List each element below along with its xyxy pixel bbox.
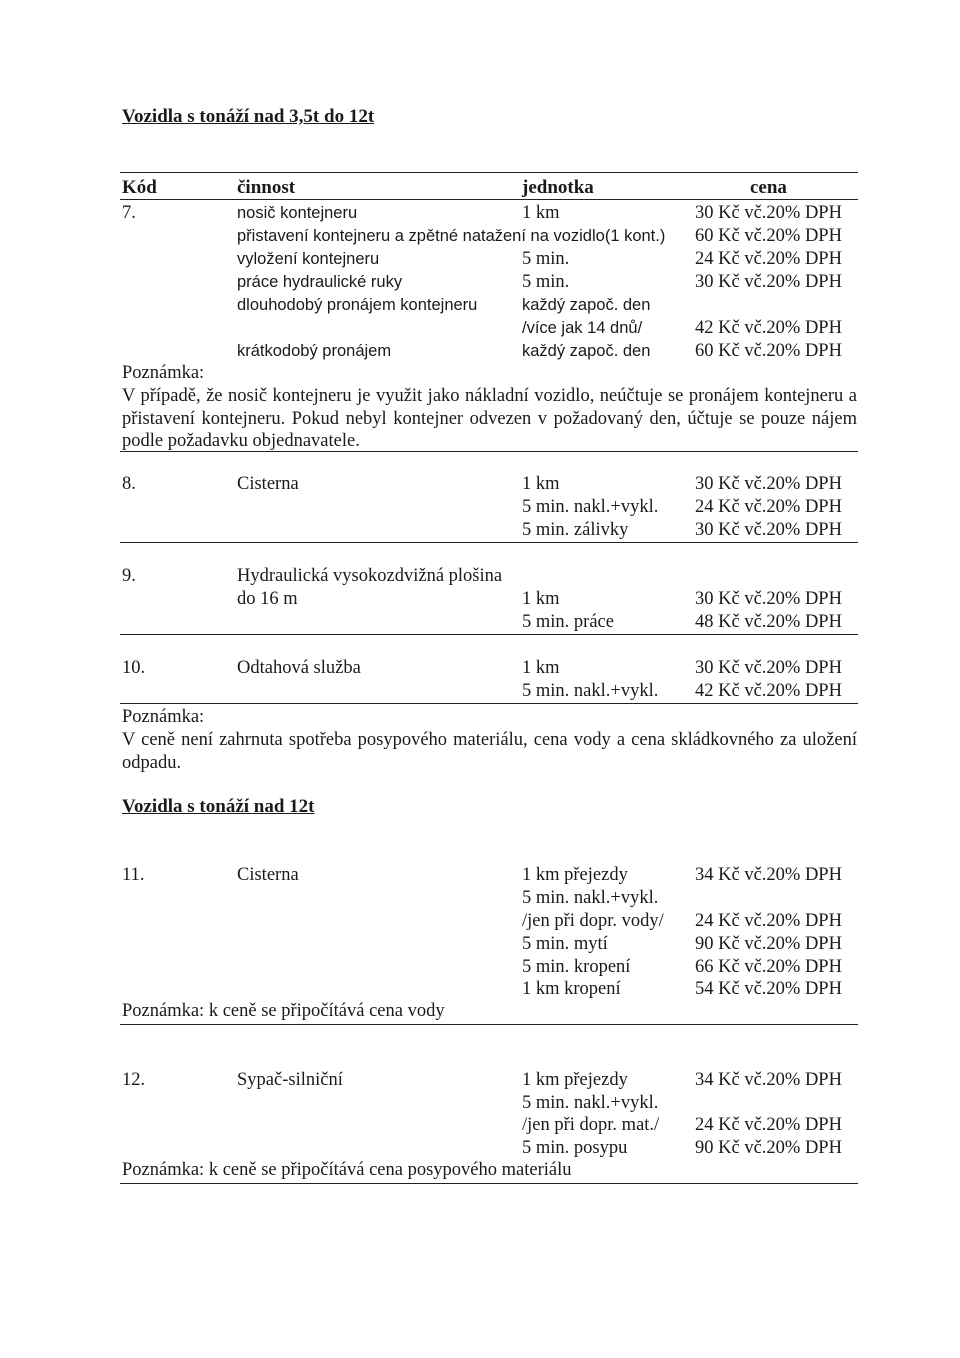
unit: 5 min. nakl.+vykl.	[522, 888, 659, 908]
price: 54 Kč vč.20% DPH	[695, 979, 842, 999]
separator-rule	[120, 451, 858, 452]
note-text: V ceně není zahrnuta spotřeba posypového materiálu, cena vody a cena skládkovného za uložení odpadu.	[122, 730, 857, 773]
note-text: Poznámka: k ceně se připočítává cena vody	[122, 1001, 445, 1021]
price: 24 Kč vč.20% DPH	[695, 911, 842, 931]
item-code: 11.	[122, 865, 145, 885]
price: 34 Kč vč.20% DPH	[695, 1070, 842, 1090]
unit: 1 km přejezdy	[522, 865, 628, 885]
unit: /více jak 14 dnů/	[522, 319, 643, 337]
item-code: 12.	[122, 1070, 146, 1090]
header-rule	[120, 199, 858, 200]
header-kod: Kód	[122, 177, 157, 198]
unit: 1 km	[522, 474, 560, 494]
price: 30 Kč vč.20% DPH	[695, 520, 842, 540]
unit: 1 km	[522, 589, 560, 609]
unit: 5 min.	[522, 272, 570, 292]
item-code: 8.	[122, 474, 136, 494]
activity: vyložení kontejneru	[237, 250, 380, 268]
unit: 1 km	[522, 658, 560, 678]
unit: 5 min. kropení	[522, 957, 631, 977]
unit: /jen při dopr. mat./	[522, 1115, 660, 1135]
activity: práce hydraulické ruky	[237, 273, 403, 291]
activity-detail: do 16 m	[237, 589, 298, 609]
price: 30 Kč vč.20% DPH	[695, 658, 842, 678]
header-cinnost: činnost	[237, 177, 296, 198]
price: 24 Kč vč.20% DPH	[695, 497, 842, 517]
price: 60 Kč vč.20% DPH	[695, 226, 842, 246]
price: 90 Kč vč.20% DPH	[695, 934, 842, 954]
separator-rule	[120, 1024, 858, 1025]
unit: 5 min. posypu	[522, 1138, 628, 1158]
activity: krátkodobý pronájem	[237, 342, 392, 360]
activity: dlouhodobý pronájem kontejneru	[237, 296, 478, 314]
separator-rule	[120, 634, 858, 635]
separator-rule	[120, 542, 858, 543]
header-cena: cena	[750, 177, 787, 198]
activity: Hydraulická vysokozdvižná plošina	[237, 566, 503, 586]
unit: /jen při dopr. vody/	[522, 911, 664, 931]
table-top-rule	[120, 172, 858, 173]
price: 90 Kč vč.20% DPH	[695, 1138, 842, 1158]
unit: 5 min. nakl.+vykl.	[522, 1093, 659, 1113]
unit: 1 km přejezdy	[522, 1070, 628, 1090]
price: 42 Kč vč.20% DPH	[695, 681, 842, 701]
note-label: Poznámka:	[122, 363, 205, 383]
note-text: Poznámka: k ceně se připočítává cena posypového materiálu	[122, 1160, 572, 1180]
activity: Sypač-silniční	[237, 1070, 343, 1090]
price: 66 Kč vč.20% DPH	[695, 957, 842, 977]
price: 24 Kč vč.20% DPH	[695, 249, 842, 269]
activity: nosič kontejneru	[237, 204, 358, 222]
unit: 1 km	[522, 203, 560, 223]
unit: 5 min. nakl.+vykl.	[522, 681, 659, 701]
unit: 5 min.	[522, 249, 570, 269]
price: 30 Kč vč.20% DPH	[695, 589, 842, 609]
price: 24 Kč vč.20% DPH	[695, 1115, 842, 1135]
price: 30 Kč vč.20% DPH	[695, 203, 842, 223]
unit: 5 min. práce	[522, 612, 614, 632]
note-text: V případě, že nosič kontejneru je využit jako nákladní vozidlo, neúčtuje se pronájem kontejneru a přistavení kontejneru. Pokud nebyl kontejner odvezen v požadovaný den, účtuje se pouze nájem podle požadavku objednavatele.	[122, 386, 857, 451]
section-title-over-12t: Vozidla s tonáží nad 12t	[122, 796, 315, 817]
price: 30 Kč vč.20% DPH	[695, 474, 842, 494]
price: 42 Kč vč.20% DPH	[695, 318, 842, 338]
price: 34 Kč vč.20% DPH	[695, 865, 842, 885]
unit: každý započ. den	[522, 342, 651, 360]
item-code: 10.	[122, 658, 146, 678]
separator-rule	[120, 703, 858, 704]
activity: přistavení kontejneru a zpětné natažení na vozidlo(1 kont.)	[237, 227, 666, 245]
price: 48 Kč vč.20% DPH	[695, 612, 842, 632]
price: 30 Kč vč.20% DPH	[695, 272, 842, 292]
unit: 1 km kropení	[522, 979, 621, 999]
note-label: Poznámka:	[122, 707, 205, 727]
unit: 5 min. nakl.+vykl.	[522, 497, 659, 517]
section-title-3-5t-12t: Vozidla s tonáží nad 3,5t do 12t	[122, 106, 375, 127]
unit: 5 min. zálivky	[522, 520, 629, 540]
header-jednotka: jednotka	[522, 177, 594, 198]
activity: Odtahová služba	[237, 658, 361, 678]
price: 60 Kč vč.20% DPH	[695, 341, 842, 361]
separator-rule	[120, 1183, 858, 1184]
activity: Cisterna	[237, 865, 299, 885]
unit: 5 min. mytí	[522, 934, 608, 954]
activity: Cisterna	[237, 474, 299, 494]
item-code: 9.	[122, 566, 136, 586]
item-code: 7.	[122, 203, 136, 223]
unit: každý započ. den	[522, 296, 651, 314]
